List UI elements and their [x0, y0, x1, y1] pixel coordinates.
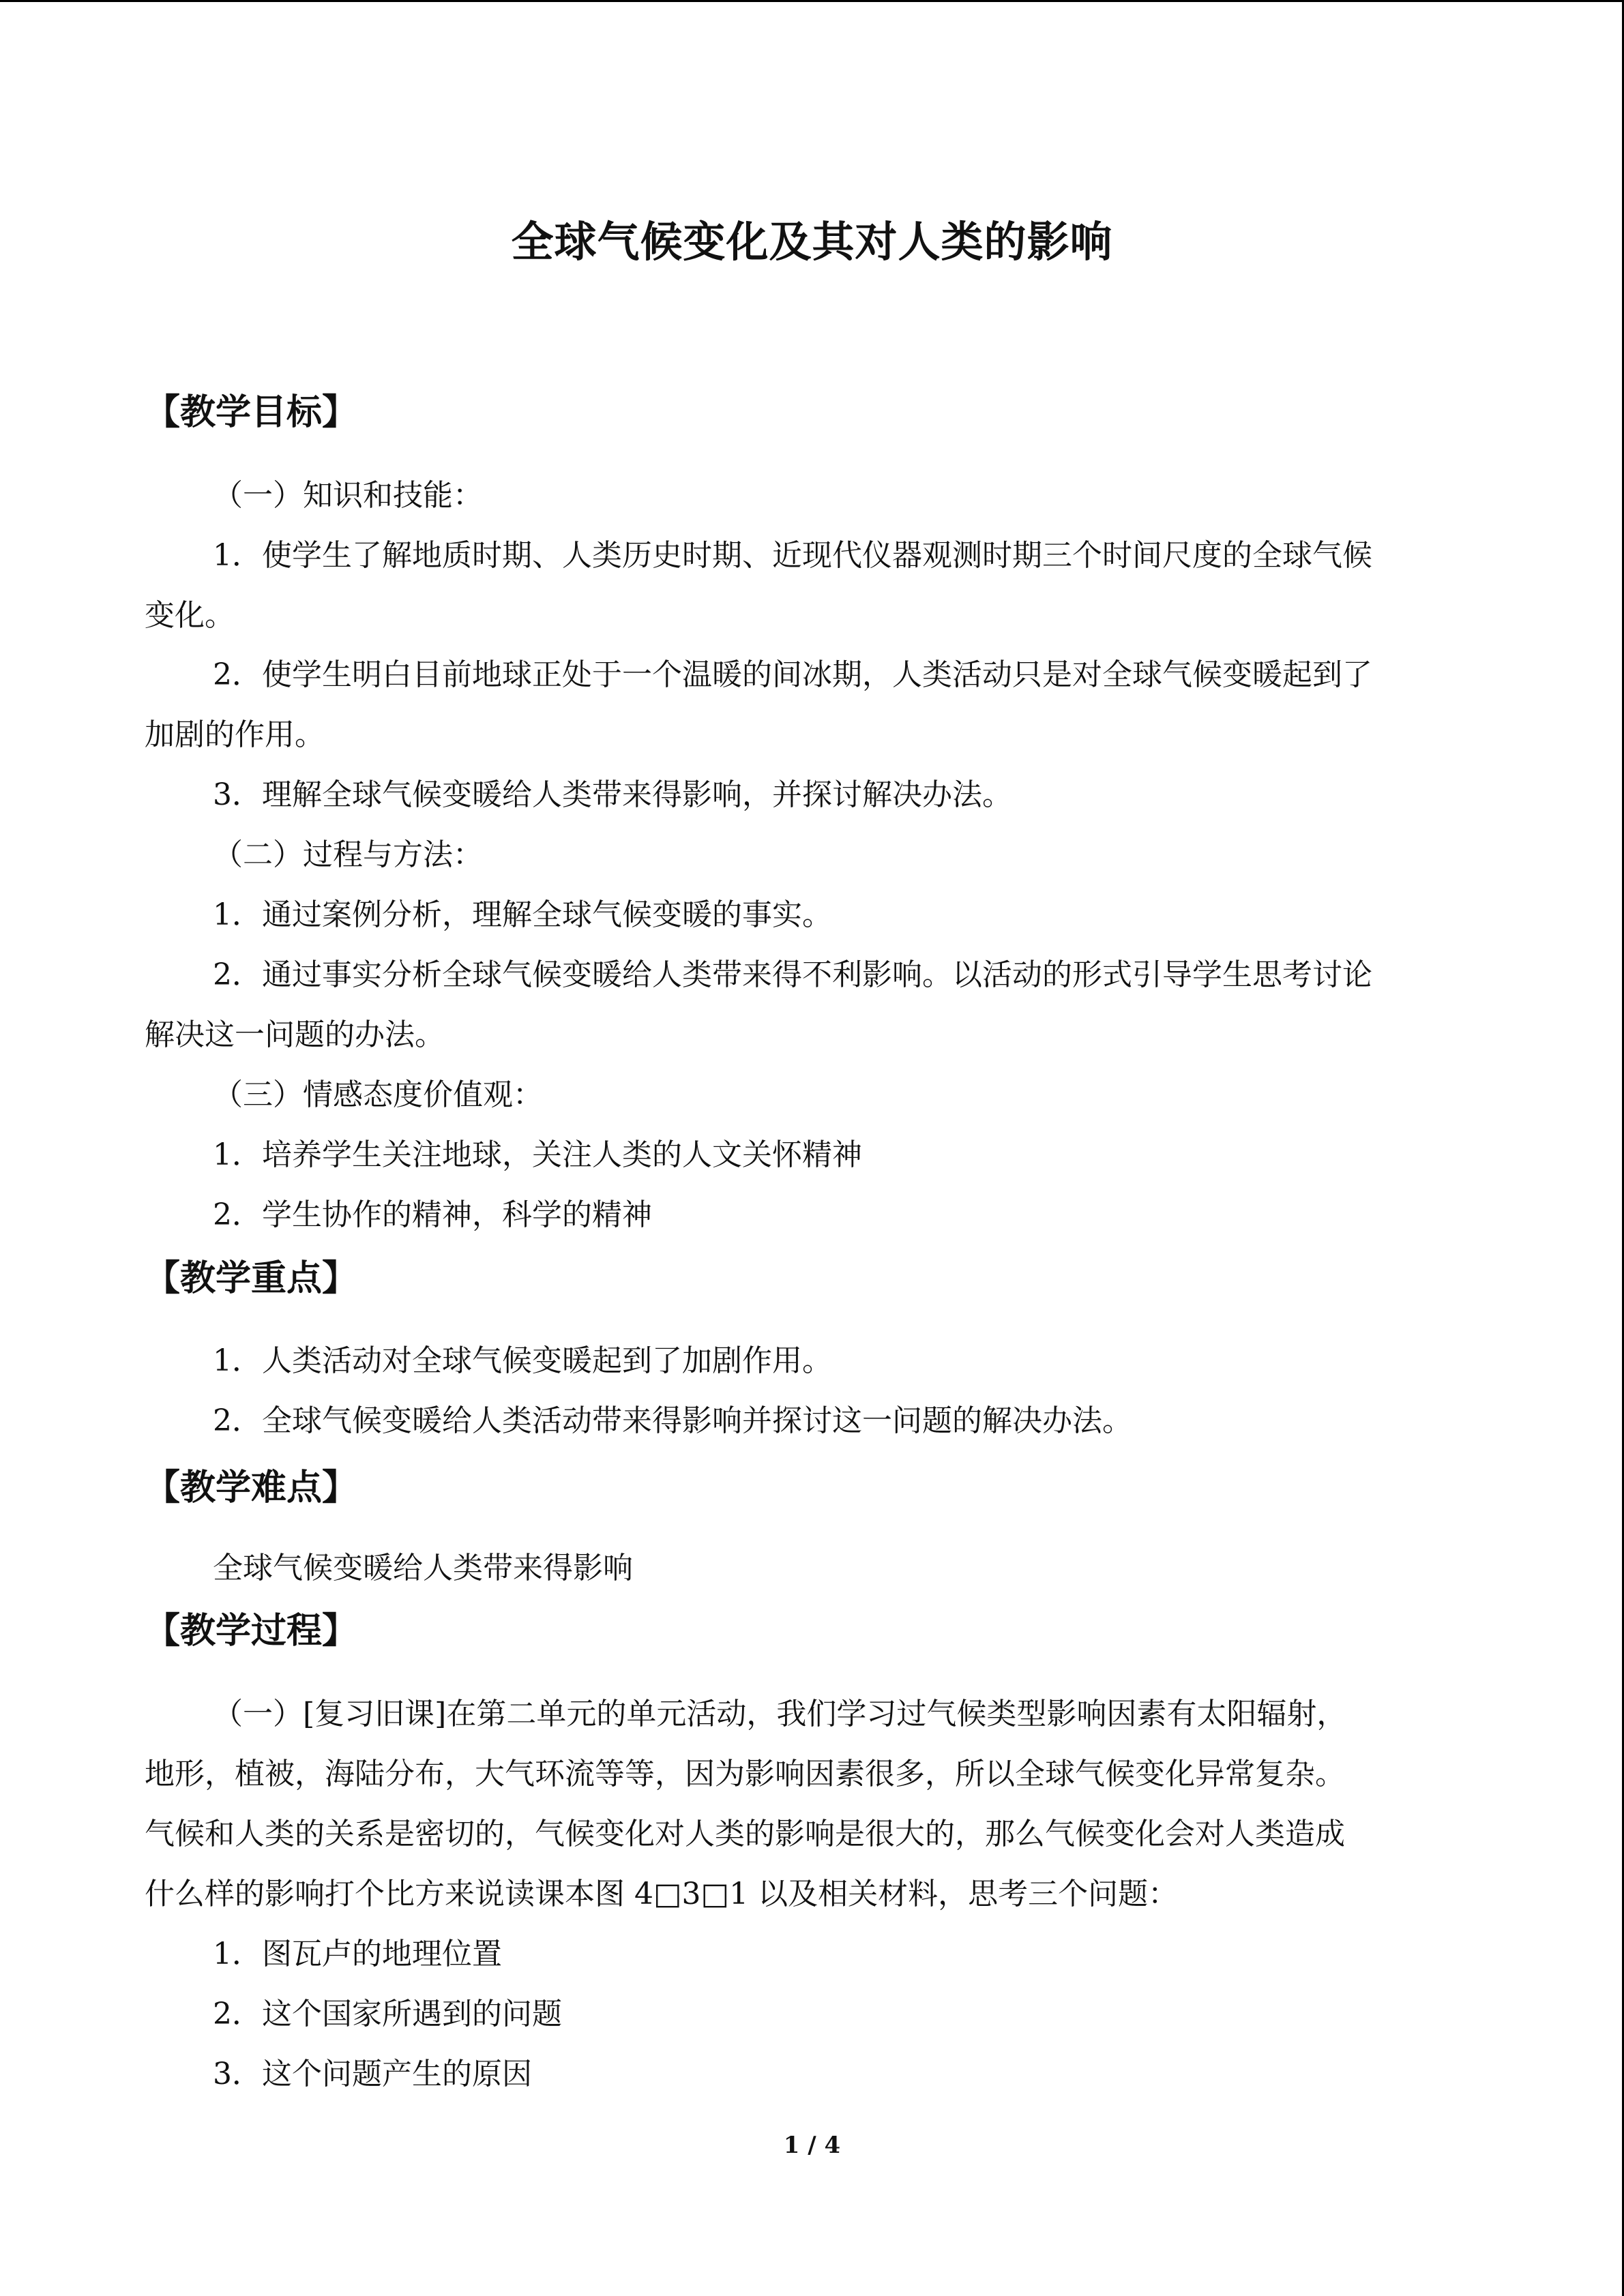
- process-line: 3．这个问题产生的原因: [213, 2057, 532, 2091]
- page-border-top: [0, 0, 1624, 2]
- objectives-line: 1．培养学生关注地球，关注人类的人文关怀精神: [213, 1137, 862, 1172]
- key-points-line: 2．全球气候变暖给人类活动带来得影响并探讨这一问题的解决办法。: [213, 1403, 1132, 1438]
- process-heading: 【教学过程】: [145, 1610, 358, 1652]
- key-points-line: 1．人类活动对全球气候变暖起到了加剧作用。: [213, 1343, 832, 1378]
- objectives-line: （一）知识和技能：: [213, 478, 483, 513]
- process-line: 1．图瓦卢的地理位置: [213, 1937, 502, 1971]
- objectives-line: 2．使学生明白目前地球正处于一个温暖的间冰期，人类活动只是对全球气候变暖起到了: [213, 657, 1372, 692]
- process-line: 2．这个国家所遇到的问题: [213, 1997, 562, 2031]
- objectives-line: 3．理解全球气候变暖给人类带来得影响，并探讨解决办法。: [213, 777, 1012, 812]
- objectives-line: （二）过程与方法：: [213, 837, 483, 872]
- objectives-line: 1．通过案例分析，理解全球气候变暖的事实。: [213, 897, 832, 932]
- page-number: 1 / 4: [783, 2132, 841, 2159]
- process-line: 什么样的影响打个比方来说读课本图 4□3□1 以及相关材料，思考三个问题：: [145, 1877, 1179, 1911]
- page-title: 全球气候变化及其对人类的影响: [511, 217, 1113, 267]
- objectives-line: 变化。: [145, 598, 235, 633]
- process-line: 气候和人类的关系是密切的，气候变化对人类的影响是很大的，那么气候变化会对人类造成: [145, 1817, 1345, 1851]
- objectives-line: 加剧的作用。: [145, 717, 325, 752]
- process-line: （一）[复习旧课]在第二单元的单元活动，我们学习过气候类型影响因素有太阳辐射，: [213, 1697, 1347, 1731]
- objectives-line: 1．使学生了解地质时期、人类历史时期、近现代仪器观测时期三个时间尺度的全球气候: [213, 538, 1372, 573]
- objectives-line: 2．通过事实分析全球气候变暖给人类带来得不利影响。以活动的形式引导学生思考讨论: [213, 957, 1372, 992]
- key-points-heading: 【教学重点】: [145, 1257, 358, 1299]
- process-line: 地形，植被，海陆分布，大气环流等等，因为影响因素很多，所以全球气候变化异常复杂。: [145, 1757, 1345, 1791]
- objectives-line: （三）情感态度价值观：: [213, 1077, 543, 1112]
- objectives-heading: 【教学目标】: [145, 391, 358, 433]
- objectives-line: 2．学生协作的精神，科学的精神: [213, 1197, 652, 1232]
- objectives-line: 解决这一问题的办法。: [145, 1017, 445, 1052]
- difficulties-heading: 【教学难点】: [145, 1467, 358, 1508]
- difficulties-line: 全球气候变暖给人类带来得影响: [213, 1551, 633, 1585]
